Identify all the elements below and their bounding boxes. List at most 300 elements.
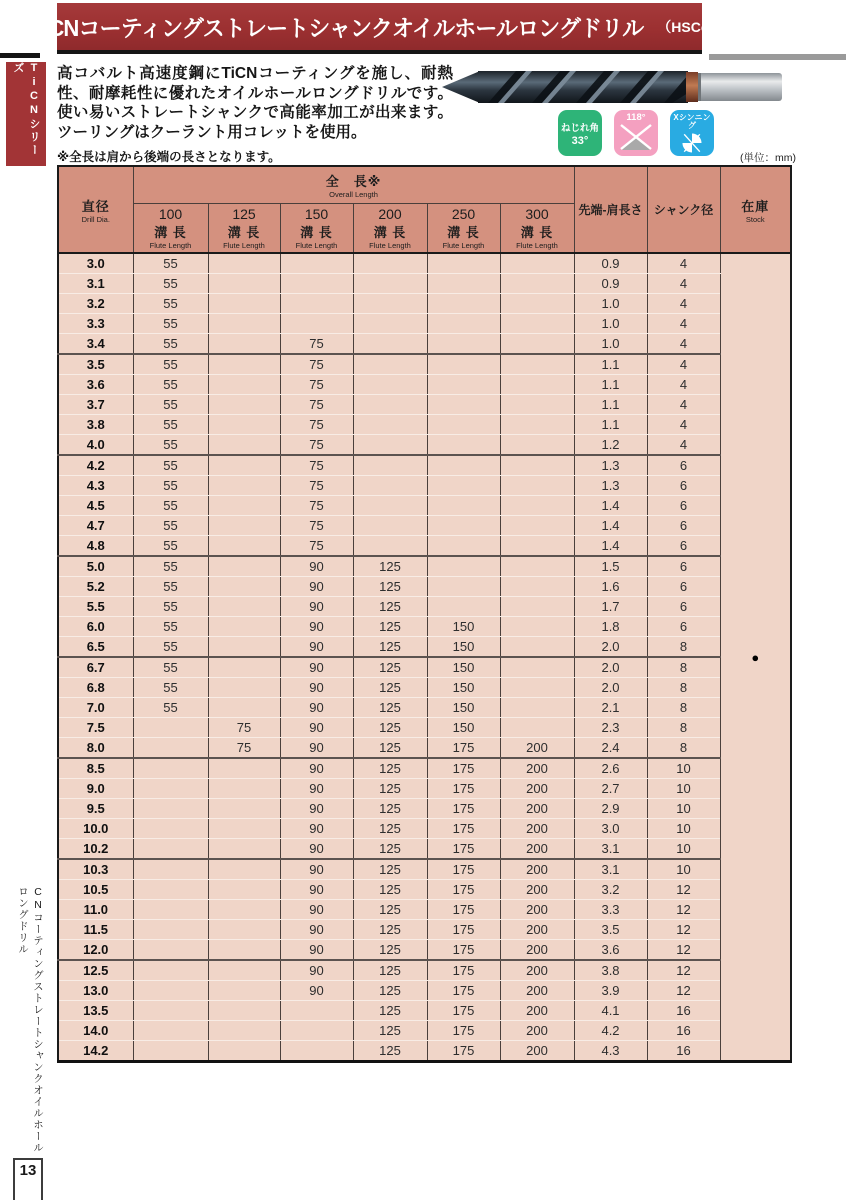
cell-flute-300: 200 [500,839,574,860]
cell-drill-dia: 3.4 [58,334,133,355]
cell-flute-150: 90 [280,859,353,880]
cell-flute-300: 200 [500,900,574,920]
cell-tip-shoulder-length: 1.8 [574,617,647,637]
cell-flute-100 [133,738,208,759]
cell-flute-125: 75 [208,718,280,738]
drill-dia-en: Drill Dia. [81,214,110,224]
cell-flute-250: 175 [427,981,500,1001]
cell-flute-100: 55 [133,435,208,456]
cell-flute-100 [133,1041,208,1062]
cell-shank-dia: 10 [647,779,720,799]
cell-flute-125 [208,556,280,577]
cell-tip-shoulder-length: 1.0 [574,334,647,355]
cell-drill-dia: 14.0 [58,1021,133,1041]
cell-tip-shoulder-length: 0.9 [574,253,647,274]
cell-flute-250 [427,516,500,536]
cell-tip-shoulder-length: 1.4 [574,536,647,557]
unit-label: (単位：mm) [740,152,796,164]
table-row [58,314,791,334]
cell-drill-dia: 3.7 [58,395,133,415]
cell-drill-dia: 10.2 [58,839,133,860]
cell-flute-125 [208,617,280,637]
cell-shank-dia: 6 [647,577,720,597]
cell-flute-250 [427,375,500,395]
cell-tip-shoulder-length: 3.6 [574,940,647,961]
cell-flute-300 [500,577,574,597]
col-header-stock [720,166,791,253]
table-row [58,1001,791,1021]
product-description: 高コバルト高速度鋼にTiCNコーティングを施し、耐熱性、耐摩耗性に優れたオイルホールロングドリルです。使い易いストレートシャンクで高能率加工が出来ます。ツーリングはクーラント用コレットを使用。 [57,65,453,141]
cell-flute-150: 90 [280,577,353,597]
cell-flute-200: 125 [353,940,427,961]
cell-tip-shoulder-length: 1.3 [574,455,647,476]
cell-flute-300 [500,617,574,637]
col-header-flute-100 [133,204,208,254]
cell-flute-300: 200 [500,940,574,961]
cell-flute-250: 150 [427,698,500,718]
cell-flute-100: 55 [133,354,208,375]
table-row [58,597,791,617]
cell-flute-125 [208,375,280,395]
cell-flute-300: 200 [500,859,574,880]
cell-shank-dia: 4 [647,314,720,334]
side-margin-label: CNコーティングストレートシャンクオイルホールロングドリル [17,886,44,1154]
cell-flute-100: 55 [133,678,208,698]
cell-flute-300 [500,597,574,617]
x-thinning-icon [677,130,707,156]
table-row [58,738,791,759]
cell-tip-shoulder-length: 1.1 [574,354,647,375]
cell-flute-200 [353,476,427,496]
cell-flute-125 [208,981,280,1001]
cell-flute-150: 75 [280,415,353,435]
cell-flute-150: 75 [280,455,353,476]
flute-header-part: Flute Length [442,241,485,250]
cell-flute-150: 90 [280,738,353,759]
cell-drill-dia: 3.8 [58,415,133,435]
cell-tip-shoulder-length: 3.8 [574,960,647,981]
cell-tip-shoulder-length: 3.9 [574,981,647,1001]
cell-flute-125 [208,698,280,718]
col-header-flute-125 [208,204,280,254]
cell-flute-300 [500,455,574,476]
cell-flute-100: 55 [133,314,208,334]
x-thinning-label: Xシンニング [673,113,711,130]
flute-header-part: 溝 長 [373,225,407,240]
cell-flute-100: 55 [133,657,208,678]
cell-flute-200 [353,435,427,456]
table-row [58,516,791,536]
cell-flute-150: 75 [280,395,353,415]
cell-flute-150 [280,1041,353,1062]
cell-drill-dia: 3.3 [58,314,133,334]
cell-shank-dia: 4 [647,253,720,274]
cell-flute-250 [427,294,500,314]
cell-flute-125 [208,900,280,920]
cell-shank-dia: 12 [647,940,720,961]
col-header-shank-dia [647,166,720,253]
cell-flute-100: 55 [133,516,208,536]
drill-dia-jp: 直径 [81,198,110,214]
cell-flute-300 [500,375,574,395]
flute-header-part: 300 [525,206,549,222]
cell-drill-dia: 6.0 [58,617,133,637]
cell-flute-100: 55 [133,476,208,496]
col-header-flute-150 [280,204,353,254]
cell-flute-100: 55 [133,698,208,718]
cell-drill-dia: 12.5 [58,960,133,981]
stock-en: Stock [745,214,765,224]
cell-flute-250: 175 [427,758,500,779]
cell-flute-300: 200 [500,1041,574,1062]
page-number: 13 [19,1162,37,1179]
table-row [58,577,791,597]
cell-tip-shoulder-length: 3.2 [574,880,647,900]
cell-flute-100: 55 [133,536,208,557]
cell-tip-shoulder-length: 2.0 [574,678,647,698]
cell-flute-150: 90 [280,617,353,637]
cell-flute-125 [208,859,280,880]
cell-flute-250 [427,577,500,597]
cell-drill-dia: 4.0 [58,435,133,456]
cell-flute-150: 75 [280,496,353,516]
cell-shank-dia: 4 [647,294,720,314]
cell-flute-300: 200 [500,1001,574,1021]
cell-flute-100 [133,819,208,839]
cell-flute-125 [208,476,280,496]
cell-flute-250 [427,455,500,476]
flute-header-part: 溝 長 [154,225,187,240]
spec-table-container [57,165,792,1063]
cell-flute-200: 125 [353,556,427,577]
cell-flute-250 [427,354,500,375]
cell-flute-200: 125 [353,779,427,799]
cell-flute-100: 55 [133,597,208,617]
cell-drill-dia: 10.5 [58,880,133,900]
cell-shank-dia: 16 [647,1001,720,1021]
cell-flute-100 [133,859,208,880]
cell-flute-125 [208,597,280,617]
cell-flute-300: 200 [500,758,574,779]
cell-flute-200: 125 [353,900,427,920]
cell-drill-dia: 4.5 [58,496,133,516]
cell-flute-300: 200 [500,1021,574,1041]
cell-flute-300 [500,476,574,496]
cell-flute-100 [133,1021,208,1041]
cell-flute-300 [500,516,574,536]
cell-flute-250 [427,334,500,355]
cell-flute-125 [208,395,280,415]
cell-flute-125 [208,1021,280,1041]
table-row [58,779,791,799]
cell-flute-250: 175 [427,1001,500,1021]
cell-tip-shoulder-length: 2.3 [574,718,647,738]
cell-flute-150 [280,1001,353,1021]
table-row [58,496,791,516]
cell-flute-150: 90 [280,597,353,617]
cell-shank-dia: 10 [647,819,720,839]
cell-drill-dia: 8.5 [58,758,133,779]
cell-flute-100 [133,900,208,920]
cell-flute-200: 125 [353,698,427,718]
cell-flute-200: 125 [353,799,427,819]
cell-shank-dia: 6 [647,496,720,516]
cell-flute-200: 125 [353,1041,427,1062]
cell-shank-dia: 16 [647,1041,720,1062]
table-row [58,536,791,557]
table-row [58,415,791,435]
cell-drill-dia: 13.0 [58,981,133,1001]
cell-flute-125 [208,314,280,334]
cell-flute-125 [208,253,280,274]
cell-flute-200 [353,496,427,516]
cell-flute-250: 175 [427,900,500,920]
cell-flute-100: 55 [133,375,208,395]
x-thinning-badge [670,110,714,156]
cell-flute-100: 55 [133,577,208,597]
cell-flute-100: 55 [133,637,208,658]
series-tab: TiCNシリーズ [6,62,46,166]
cell-shank-dia: 4 [647,435,720,456]
cell-flute-100: 55 [133,455,208,476]
cell-flute-200 [353,375,427,395]
cell-flute-200: 125 [353,859,427,880]
cell-flute-150: 90 [280,657,353,678]
cell-flute-100: 55 [133,415,208,435]
cell-flute-150: 90 [280,981,353,1001]
cell-tip-shoulder-length: 2.6 [574,758,647,779]
cell-flute-150: 75 [280,435,353,456]
cell-flute-125 [208,920,280,940]
cell-tip-shoulder-length: 3.5 [574,920,647,940]
cell-flute-150: 90 [280,637,353,658]
col-header-flute-200 [353,204,427,254]
overall-length-en: Overall Length [329,190,378,199]
cell-tip-shoulder-length: 2.0 [574,657,647,678]
table-row [58,718,791,738]
col-header-overall-length [133,166,574,204]
cell-flute-200 [353,516,427,536]
cell-flute-150: 75 [280,354,353,375]
col-header-tip-shoulder [574,166,647,253]
flute-header-part: 溝 長 [520,225,554,240]
cell-flute-100: 55 [133,274,208,294]
cell-flute-150: 90 [280,678,353,698]
feature-badges [558,110,714,156]
cell-flute-100: 55 [133,617,208,637]
cell-shank-dia: 8 [647,637,720,658]
cell-flute-100 [133,718,208,738]
cell-tip-shoulder-length: 2.0 [574,637,647,658]
cell-flute-100: 55 [133,496,208,516]
cell-flute-100: 55 [133,294,208,314]
cell-drill-dia: 3.1 [58,274,133,294]
cell-flute-150: 75 [280,375,353,395]
flute-header-part: 溝 長 [300,225,333,240]
cell-tip-shoulder-length: 1.7 [574,597,647,617]
cell-shank-dia: 4 [647,415,720,435]
cell-drill-dia: 6.7 [58,657,133,678]
cell-tip-shoulder-length: 2.4 [574,738,647,759]
cell-tip-shoulder-length: 2.9 [574,799,647,819]
col-header-drill-dia [58,166,133,253]
cell-drill-dia: 4.2 [58,455,133,476]
cell-flute-125 [208,940,280,961]
cell-flute-300 [500,637,574,658]
cell-tip-shoulder-length: 4.3 [574,1041,647,1062]
cell-flute-125 [208,637,280,658]
cell-flute-150: 75 [280,334,353,355]
cell-flute-125 [208,354,280,375]
cell-flute-150: 90 [280,799,353,819]
cell-flute-200: 125 [353,981,427,1001]
cell-flute-100 [133,981,208,1001]
cell-flute-250: 175 [427,779,500,799]
cell-drill-dia: 11.5 [58,920,133,940]
cell-flute-300 [500,698,574,718]
cell-flute-300: 200 [500,819,574,839]
table-row [58,617,791,637]
cell-shank-dia: 4 [647,334,720,355]
cell-flute-125 [208,1001,280,1021]
cell-drill-dia: 5.5 [58,597,133,617]
cell-flute-150 [280,294,353,314]
cell-flute-125 [208,536,280,557]
cell-tip-shoulder-length: 1.5 [574,556,647,577]
cell-flute-300 [500,678,574,698]
cell-flute-200: 125 [353,819,427,839]
cell-flute-150: 90 [280,819,353,839]
cell-tip-shoulder-length: 1.2 [574,435,647,456]
cell-flute-250: 175 [427,920,500,940]
cell-flute-300: 200 [500,779,574,799]
cell-drill-dia: 7.0 [58,698,133,718]
flute-header-part: Flute Length [295,241,338,250]
cell-drill-dia: 5.0 [58,556,133,577]
cell-drill-dia: 12.0 [58,940,133,961]
point-angle-icon [617,123,655,153]
cell-shank-dia: 12 [647,960,720,981]
cell-drill-dia: 6.8 [58,678,133,698]
table-row [58,940,791,961]
cell-drill-dia: 3.6 [58,375,133,395]
cell-flute-250 [427,274,500,294]
page-edge-mark-left [0,53,40,58]
cell-shank-dia: 6 [647,455,720,476]
cell-drill-dia: 9.0 [58,779,133,799]
cell-shank-dia: 12 [647,880,720,900]
cell-shank-dia: 6 [647,536,720,557]
cell-flute-250: 175 [427,799,500,819]
cell-flute-100 [133,758,208,779]
cell-flute-125 [208,1041,280,1062]
cell-flute-125 [208,678,280,698]
cell-drill-dia: 14.2 [58,1041,133,1062]
page-title: CNコーティングストレートシャンクオイルホールロングドリル [47,15,643,41]
cell-shank-dia: 8 [647,738,720,759]
cell-flute-300 [500,253,574,274]
cell-flute-125 [208,880,280,900]
page-number-box [13,1158,43,1200]
cell-drill-dia: 6.5 [58,637,133,658]
cell-shank-dia: 6 [647,476,720,496]
cell-flute-300 [500,294,574,314]
cell-flute-150 [280,1021,353,1041]
cell-flute-150: 90 [280,920,353,940]
col-header-flute-300 [500,204,574,254]
page-title-banner [47,3,724,54]
cell-flute-125 [208,516,280,536]
cell-flute-125 [208,960,280,981]
cell-flute-250 [427,435,500,456]
flute-header-part: Flute Length [223,241,265,250]
cell-drill-dia: 9.5 [58,799,133,819]
cell-flute-200: 125 [353,920,427,940]
helix-angle-label: ねじれ角 [560,122,599,134]
cell-flute-100 [133,880,208,900]
cell-shank-dia: 6 [647,556,720,577]
cell-shank-dia: 8 [647,698,720,718]
cell-flute-200: 125 [353,577,427,597]
cell-flute-200 [353,395,427,415]
cell-flute-300 [500,314,574,334]
cell-drill-dia: 4.8 [58,536,133,557]
cell-flute-200: 125 [353,839,427,860]
cell-flute-200: 125 [353,637,427,658]
cell-flute-300 [500,415,574,435]
cell-shank-dia: 4 [647,375,720,395]
cell-tip-shoulder-length: 4.2 [574,1021,647,1041]
cell-flute-150: 90 [280,839,353,860]
table-row [58,678,791,698]
table-row [58,253,791,274]
cell-flute-300: 200 [500,981,574,1001]
cell-drill-dia: 4.3 [58,476,133,496]
cell-tip-shoulder-length: 1.0 [574,294,647,314]
cell-shank-dia: 4 [647,395,720,415]
cell-flute-150: 90 [280,880,353,900]
cell-shank-dia: 6 [647,516,720,536]
flute-header-part: 250 [451,206,476,222]
flute-header-part: 200 [378,206,402,222]
cell-tip-shoulder-length: 1.1 [574,375,647,395]
cell-shank-dia: 6 [647,597,720,617]
page-edge-mark-right [709,54,846,60]
cell-flute-300 [500,496,574,516]
cell-shank-dia: 12 [647,981,720,1001]
cell-flute-150: 90 [280,900,353,920]
cell-flute-250 [427,415,500,435]
cell-drill-dia: 3.5 [58,354,133,375]
cell-drill-dia: 13.5 [58,1001,133,1021]
table-row [58,334,791,355]
overall-length-note: ※全長は肩から後端の長さとなります。 [57,150,281,164]
cell-flute-200: 125 [353,738,427,759]
cell-flute-250 [427,597,500,617]
cell-flute-100 [133,960,208,981]
cell-tip-shoulder-length: 1.0 [574,314,647,334]
point-angle-value: 118° [626,112,646,123]
table-row [58,1021,791,1041]
cell-flute-250: 175 [427,1041,500,1062]
cell-flute-300 [500,657,574,678]
cell-flute-300: 200 [500,880,574,900]
cell-shank-dia: 12 [647,900,720,920]
cell-flute-300: 200 [500,960,574,981]
cell-flute-250 [427,556,500,577]
cell-flute-300: 200 [500,799,574,819]
cell-flute-125 [208,435,280,456]
